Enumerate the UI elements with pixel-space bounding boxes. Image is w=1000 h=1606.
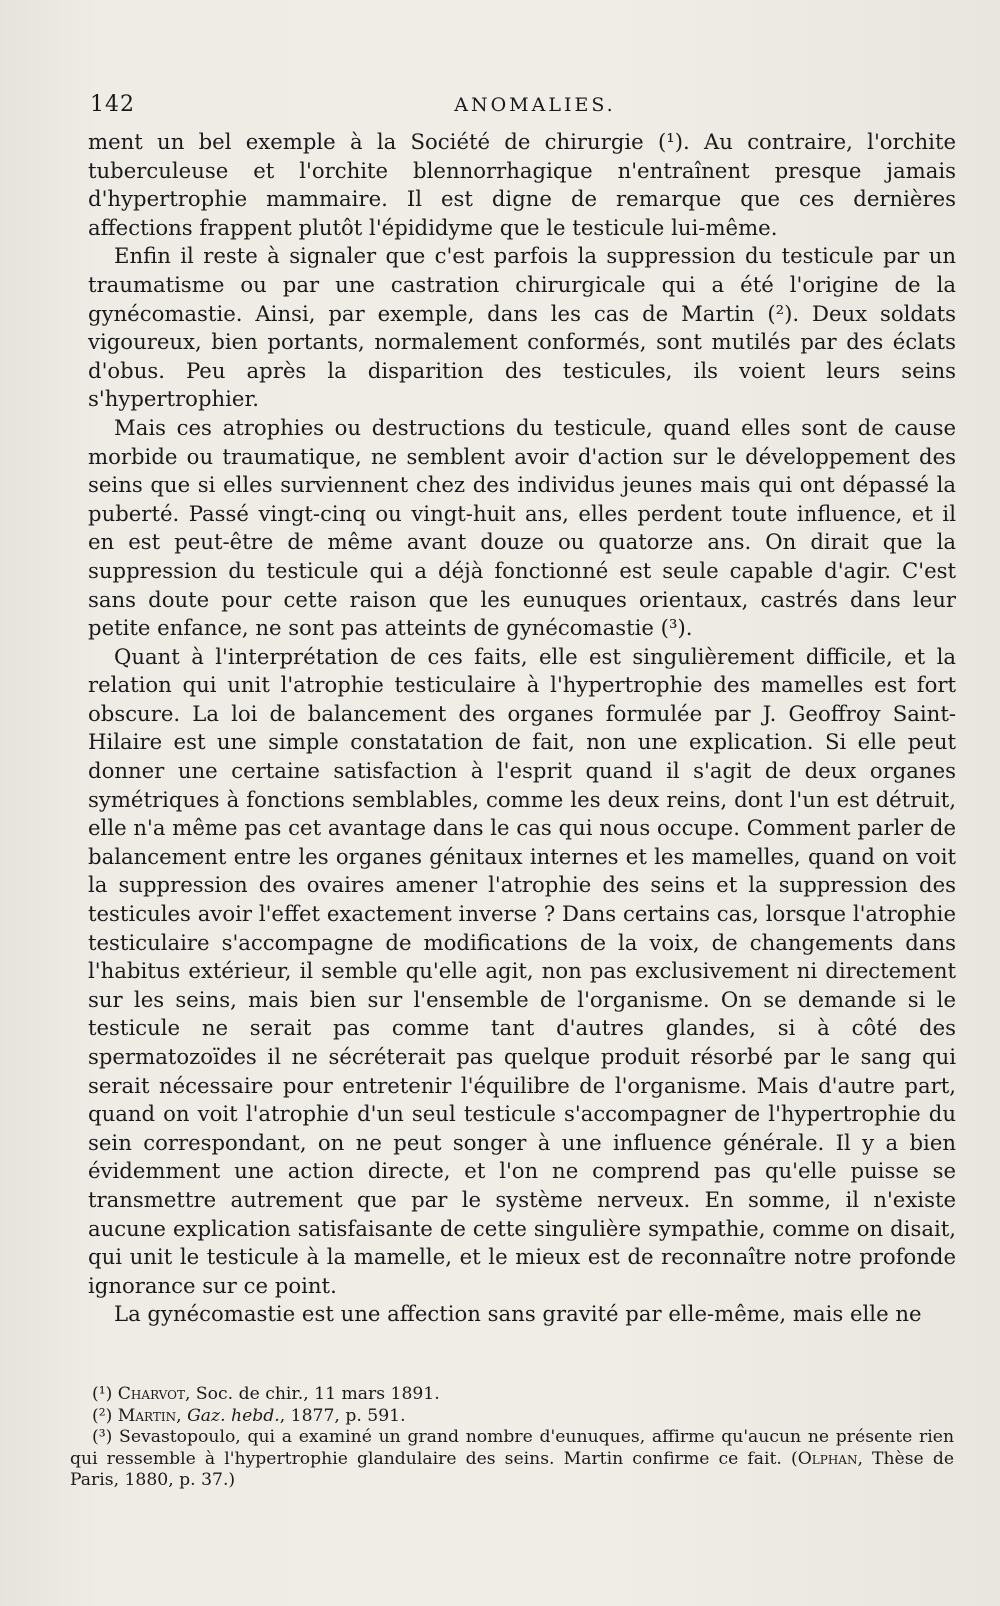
page-number: 142 (90, 92, 135, 117)
footnote: (²) Martin, Gaz. hebd., 1877, p. 591. (92, 1405, 406, 1426)
footnote-marker: (¹) (92, 1384, 113, 1404)
paragraph: Enfin il reste à signaler que c'est parfois la suppression du testicule par un traumatisme ou par une castration chirurgicale qui a été l'origine de la gynécomastie. Ainsi, par exemple, dans les cas de Martin (²). Deux soldats vigoureux, bien portants, normalement conformés, sont mutilés par des éclats d'obus. Peu après la disparition des testicules, ils voient leurs seins s'hypertrophier. (88, 243, 956, 412)
footnote-source: , Thèse de Paris, 1880, p. 37.) (70, 1448, 954, 1491)
paragraph: ment un bel exemple à la Société de chirurgie (¹). Au contraire, l'orchite tuberculeuse et l'orchite blennorrhagique n'entraînent presque jamais d'hypertrophie mammaire. Il est digne de remarque que ces dernières affections frappent plutôt l'épididyme que le testicule lui-même. (88, 129, 956, 240)
footnote-source: Soc. de chir., 11 mars 1891. (195, 1384, 440, 1404)
footnote-text: Sevastopoulo, qui a examiné un grand nombre d'eunuques, affirme qu'aucun ne présente rien qui ressemble à l'hypertrophie glandulaire des seins. Martin confirme ce fait. ( (70, 1427, 955, 1469)
footnote-marker: (³) (92, 1427, 113, 1448)
paragraph: La gynécomastie est une affection sans gravité par elle-même, mais elle ne (114, 1301, 922, 1327)
running-title: ANOMALIES. (454, 94, 616, 116)
footnotes (70, 1384, 954, 1492)
footnote-journal: Gaz. hebd. (187, 1405, 280, 1426)
footnote-author: Olphan (797, 1448, 858, 1469)
main-text (88, 128, 956, 1329)
footnote-marker: (²) (92, 1405, 113, 1426)
running-head (90, 92, 940, 122)
footnote-author: Charvot (117, 1384, 185, 1404)
footnote-source: , 1877, p. 591. (279, 1405, 406, 1426)
footnote: (¹) Charvot, Soc. de chir., 11 mars 1891. (92, 1384, 440, 1404)
footnote (70, 1427, 954, 1492)
footnote-author: Martin (117, 1405, 177, 1426)
paragraph: Mais ces atrophies ou destructions du testicule, quand elles sont de cause morbide ou traumatique, ne semblent avoir d'action sur le développement des seins que si elles surviennent chez des individus jeunes mais qui ont dépassé la puberté. Passé vingt-cinq ou vingt-huit ans, elles perdent toute influence, et il en est peut-être de même avant douze ou quatorze ans. On dirait que la suppression du testicule qui a déjà fonctionné est seule capable d'agir. C'est sans doute pour cette raison que les eunuques orientaux, castrés dans leur petite enfance, ne sont pas atteints de gynécomastie (³). (88, 414, 956, 641)
paragraph: Quant à l'interprétation de ces faits, elle est singulièrement difficile, et la relation qui unit l'atrophie testiculaire à l'hypertrophie des mamelles est fort obscure. La loi de balancement des organes formulée par J. Geoffroy Saint-Hilaire est une simple constatation de fait, non une explication. Si elle peut donner une certaine satisfaction à l'esprit quand il s'agit de deux organes symétriques à fonctions semblables, comme les deux reins, dont l'un est détruit, elle n'a même pas cet avantage dans le cas qui nous occupe. Comment parler de balancement entre les organes génitaux internes et les mamelles, quand on voit la suppression des ovaires amener l'atrophie des seins et la suppression des testicules avoir l'effet exactement inverse ? Dans certains cas, lorsque l'atrophie testiculaire s'accompagne de modifications de la voix, de changements dans l'habitus extérieur, il semble qu'elle agit, non pas exclusivement ni directement sur les seins, mais bien sur l'ensemble de l'organisme. On se demande si le testicule ne serait pas comme tant d'autres glandes, si à côté des spermatozoïdes il ne sécréterait pas quelque produit résorbé par le sang qui serait nécessaire pour entretenir l'équilibre de l'organisme. Mais d'autre part, quand on voit l'atrophie d'un seul testicule s'accompagner de l'hypertrophie du sein correspondant, on ne peut songer à une influence générale. Il y a bien évidemment une action directe, et l'on ne comprend pas qu'elle puisse se transmettre autrement que par le système nerveux. En somme, il n'existe aucune explication satisfaisante de cette singulière sympathie, comme on disait, qui unit le testicule à la mamelle, et le mieux est de reconnaître notre profonde ignorance sur ce point. (88, 643, 956, 1298)
